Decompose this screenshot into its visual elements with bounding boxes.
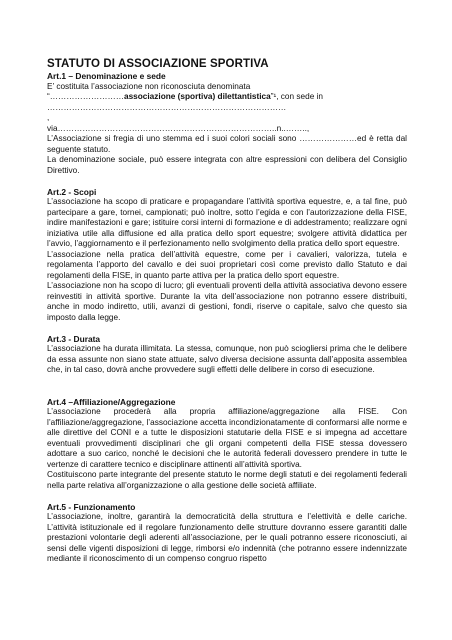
art1-line2	[47, 92, 407, 103]
art4-paragraph-2: Costituiscono parte integrante del presente statuto le norme degli statuti e dei regolamenti federali nella parte relativa all’organizzazione o alla gestione delle società affiliate.	[47, 470, 407, 490]
art1-colors-paragraph: L’Associazione si fregia di uno stemma ed i suoi colori sociali sono …………………ed è retta dal seguente statuto.	[47, 134, 407, 154]
art1-denomination-paragraph: La denominazione sociale, può essere integrata con altre espressioni con delibera del Consiglio Direttivo.	[47, 155, 407, 175]
art1-line2-bold: associazione (sportiva) dilettantistica	[124, 92, 271, 101]
spacer	[47, 376, 407, 397]
art1-heading: Art.1 – Denominazione e sede	[47, 71, 166, 81]
spacer	[47, 323, 407, 334]
art1-line2-post: ”¹, con sede in	[270, 92, 323, 101]
art1-line3: ……………………………………………………………………………	[47, 102, 287, 112]
art5-paragraph-1: L’associazione, inoltre, garantirà la democraticità della struttura e l’elettività e delle cariche. L’attività istituzionale ed il regolare funzionamento delle strutture dovranno essere garantiti dalle prestazioni volontarie degli aderenti all’associazione, per le quali potranno essere riconosciuti, ai sensi delle vigenti disposizioni di legge, rimborsi e/o indennità (che potranno essere indennizzate mediante il riconoscimento di un compenso congruo rispetto	[47, 512, 407, 563]
art1-line4: ,	[47, 113, 50, 122]
art5-heading: Art.5 - Funzionamento	[47, 501, 136, 512]
spacer	[47, 491, 407, 502]
art2-paragraph-2: L’associazione nella pratica dell’attività equestre, come per i cavalieri, valorizza, tutela e regolamenta l’apporto del cavallo e dei suoi proprietari così come previsto dallo Statuto e dai regolamenti della FISE, in quanto parte attiva per la pratica dello sport equestre.	[47, 249, 407, 280]
art1-line5: via……………………………………………………………………..n..……..,	[47, 123, 310, 133]
art2-paragraph-3: L’associazione non ha scopo di lucro; gli eventuali proventi della attività associativa devono essere reinvestiti in attività sportive. Durante la vita dell’associazione non potranno essere distribuiti, anche in modo indiretto, utili, avanzi di gestioni, fondi, riserve o capitale, salvo che questo sia imposto dalla legge.	[47, 281, 407, 322]
document-title: STATUTO DI ASSOCIAZIONE SPORTIVA	[47, 58, 269, 70]
spacer	[47, 176, 407, 187]
art2-heading: Art.2 - Scopi	[47, 186, 97, 197]
art4-heading: Art.4 –Affiliazione/Aggregazione	[47, 396, 176, 407]
art4-paragraph-1: L’associazione procederà alla propria affiliazione/aggregazione alla FISE. Con l’affiliazione/aggregazione, l’associazione accetta incondizionatamente di conformarsi alle norme e alle direttive del CONI e a tutte le disposizioni statutarie della FISE e si impegna ad accettare eventuali provvedimenti disciplinari che gli organi competenti della FISE stessa dovessero adottare a suo carico, nonché le decisioni che le autorità federali dovessero prendere in tutte le vertenze di carattere tecnico e disciplinare attinenti all’attività sportiva.	[47, 407, 407, 469]
art1-line2-pre: “………………………	[47, 92, 124, 101]
document-body	[47, 58, 407, 565]
art3-paragraph-1: L’associazione ha durata illimitata. La stessa, comunque, non può sciogliersi prima che le delibere da essa assunte non siano state attuate, salvo diversa decisione assunta dall’apposita assemblea che, in tal caso, dovrà anche provvedere sugli effetti delle delibere in corso di esecuzione.	[47, 344, 407, 374]
art2-paragraph-1: L’associazione ha scopo di praticare e propagandare l’attività sportiva equestre, e, a tal fine, può partecipare a gare, tornei, campionati; può inoltre, sotto l’egida e con l’autorizzazione della FISE, indire manifestazioni e gare; istituire corsi interni di formazione e di addestramento; realizzare ogni iniziativa utile alla diffusione ed alla pratica dello sport equestre; svolgere attività didattica per l’avvio, l’aggiornamento e il perfezionamento nello svolgimento della pratica dello sport equestre.	[47, 197, 407, 248]
art3-heading: Art.3 - Durata	[47, 333, 101, 344]
art1-line1: E’ costituita l’associazione non riconosciuta denominata	[47, 81, 251, 91]
